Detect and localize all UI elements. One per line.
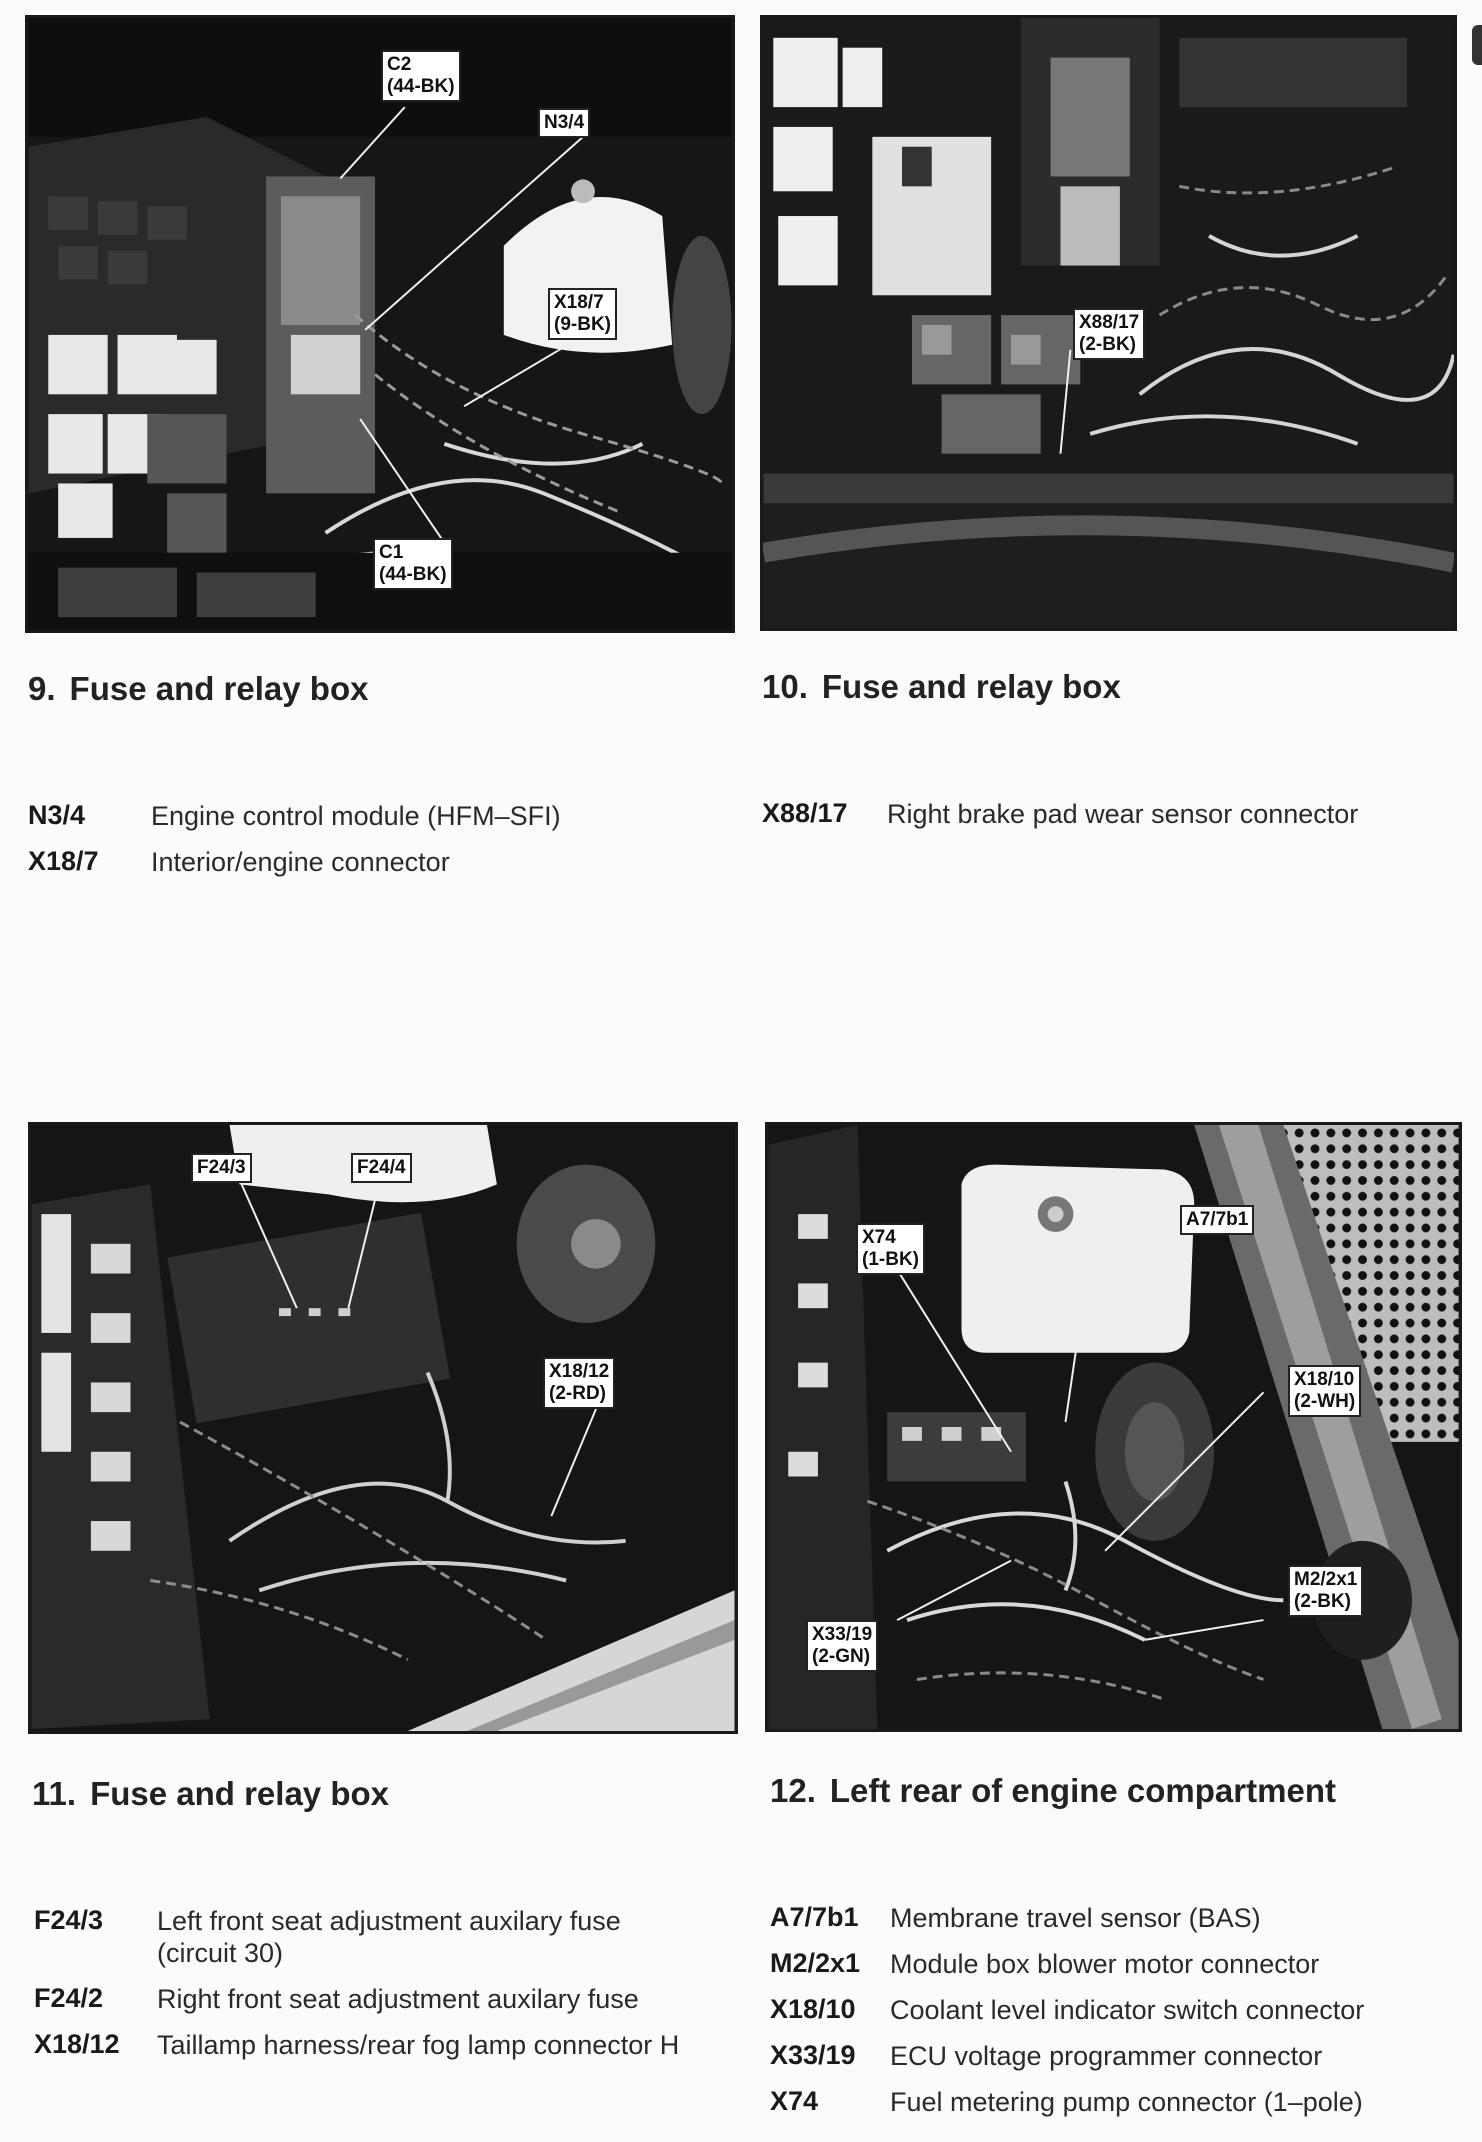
photo-panel-10 xyxy=(760,15,1457,631)
callout-n3-4: N3/4 xyxy=(538,108,590,138)
caption-panel-11: 11. Fuse and relay box xyxy=(32,1775,389,1812)
legend-item: M2/2x1 Module box blower motor connector xyxy=(770,1948,1320,1979)
caption-panel-9: 9. Fuse and relay box xyxy=(28,670,369,707)
legend-item: F24/2 Right front seat adjustment auxilary fuse xyxy=(34,1983,639,2014)
legend-panel-11 xyxy=(34,1905,734,2075)
callout-f24-4: F24/4 xyxy=(351,1153,412,1183)
legend-item: F24/3 Left front seat adjustment auxilary fuse (circuit 30) xyxy=(34,1905,621,1968)
legend-item: X88/17 Right brake pad wear sensor connector xyxy=(762,798,1359,829)
legend-panel-9 xyxy=(28,800,728,892)
legend-panel-10 xyxy=(762,798,1442,844)
callout-f24-3: F24/3 xyxy=(191,1153,252,1183)
callout-x88-17: X88/17 (2-BK) xyxy=(1073,308,1145,360)
callout-a7-7b1: A7/7b1 xyxy=(1180,1205,1254,1235)
page-edge-tab xyxy=(1472,25,1482,65)
photo-panel-12 xyxy=(765,1122,1462,1732)
legend-panel-12 xyxy=(770,1902,1470,2132)
caption-panel-12: 12. Left rear of engine compartment xyxy=(770,1772,1336,1809)
legend-item: X18/10 Coolant level indicator switch connector xyxy=(770,1994,1365,2025)
photo-panel-11 xyxy=(28,1122,738,1734)
engine-bay-photo-11 xyxy=(31,1125,735,1731)
legend-item: X74 Fuel metering pump connector (1–pole) xyxy=(770,2086,1363,2117)
callout-c1: C1 (44-BK) xyxy=(373,538,453,590)
callout-m2-2x1: M2/2x1 (2-BK) xyxy=(1288,1565,1363,1617)
callout-x18-7: X18/7 (9-BK) xyxy=(548,288,617,340)
legend-item: A7/7b1 Membrane travel sensor (BAS) xyxy=(770,1902,1261,1933)
callout-x33-19: X33/19 (2-GN) xyxy=(806,1620,878,1672)
legend-item: N3/4 Engine control module (HFM–SFI) xyxy=(28,800,561,831)
caption-panel-10: 10. Fuse and relay box xyxy=(762,668,1121,705)
callout-x18-12: X18/12 (2-RD) xyxy=(543,1357,615,1409)
legend-item: X18/7 Interior/engine connector xyxy=(28,846,450,877)
callout-x18-10: X18/10 (2-WH) xyxy=(1288,1365,1361,1417)
legend-item: X18/12 Taillamp harness/rear fog lamp connector H xyxy=(34,2029,680,2060)
callout-c2: C2 (44-BK) xyxy=(381,50,461,102)
callout-x74: X74 (1-BK) xyxy=(856,1223,925,1275)
photo-panel-9 xyxy=(25,15,735,633)
legend-item: X33/19 ECU voltage programmer connector xyxy=(770,2040,1323,2071)
